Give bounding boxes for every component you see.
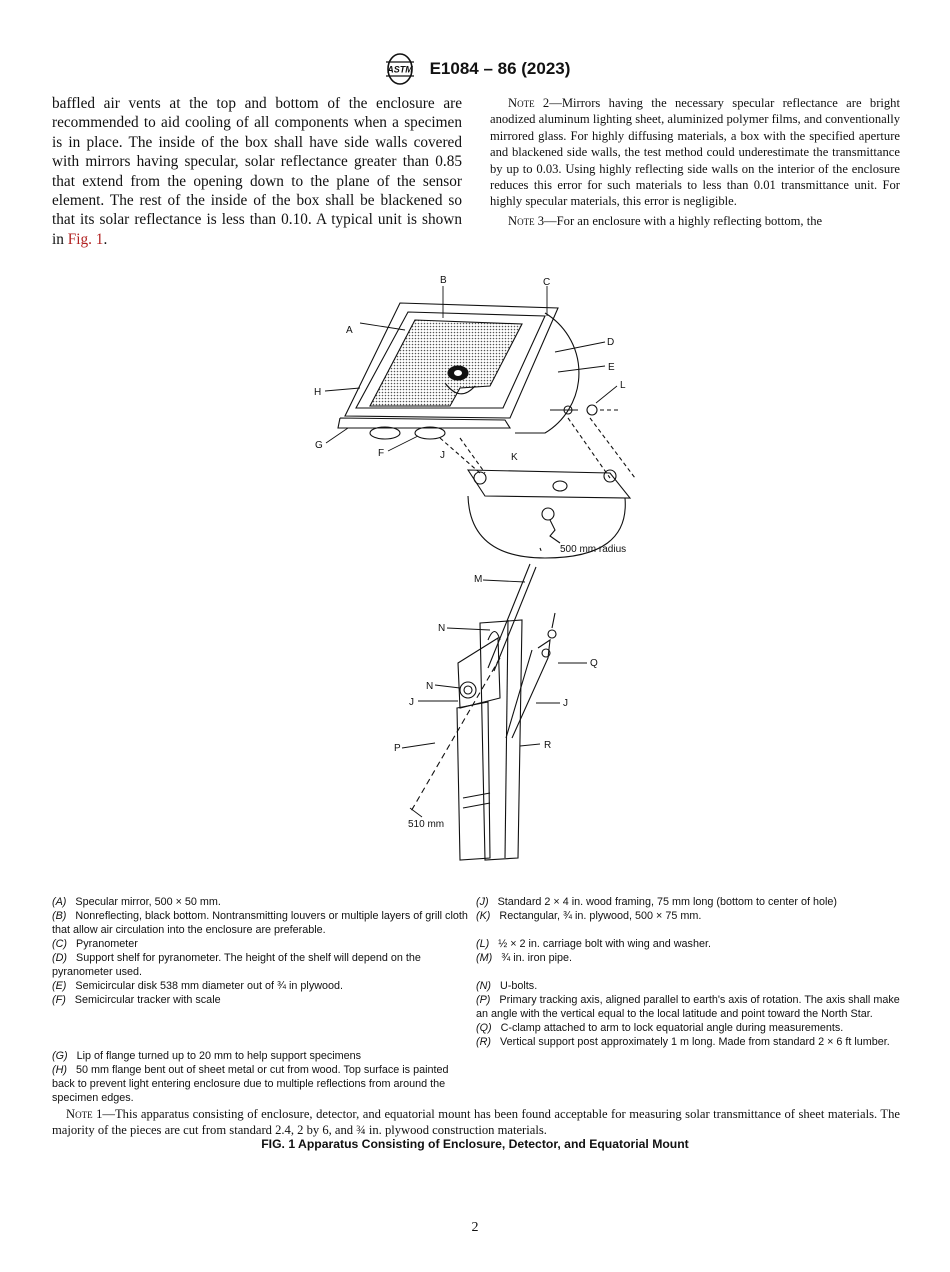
- legend-item: (G) Lip of flange turned up to 20 mm to help support specimens: [52, 1050, 362, 1062]
- legend-item: (D) Support shelf for pyranometer. The height of the shelf will depend on the pyranometer used.: [52, 952, 421, 978]
- left-body-text: baffled air vents at the top and bottom of the enclosure are recommended to aid cooling of all components when a specimen is in place. The inside of the box shall have side walls covered with mirrors having specular, solar reflectance greater than 0.85 that extend from the opening down to the plane of the sensor element. The rest of the inside of the box shall be blackened so that its solar reflectance is less than 0.10. A typical unit is shown in: [52, 95, 462, 248]
- apparatus-figure: [300, 268, 660, 868]
- note-2-text: —Mirrors having the necessary specular reflectance are bright anodized aluminum lighting sheet, aluminized polymer films, and conventionally mirrored glass. For highly diffusing materials, a box with the specified aperture and blackened side walls, the test method could underestimate the transmittance by up to 0.03. Using highly reflecting side walls on the interior of the enclosure reduces this error for such materials to less than 0.01 transmittance unit. For highly specular materials, this error is negligible.: [490, 96, 900, 209]
- label-M: M: [474, 574, 483, 585]
- label-J-right: J: [563, 698, 568, 709]
- label-N-top: N: [438, 623, 446, 634]
- legend-item: (Q) C-clamp attached to arm to lock equatorial angle during measurements.: [476, 1022, 844, 1034]
- note-3-label: Note 3: [508, 213, 545, 228]
- left-body-end: .: [103, 230, 108, 248]
- label-P: P: [394, 743, 401, 754]
- label-Q: Q: [590, 658, 598, 669]
- figure-caption: FIG. 1 Apparatus Consisting of Enclosure, Detector, and Equatorial Mount: [261, 1137, 689, 1151]
- legend-item: (H) 50 mm flange bent out of sheet metal or cut from wood. Top surface is painted back to prevent light entering enclosure due to multiple reflections from around the specimen edges.: [52, 1064, 449, 1104]
- label-H: H: [314, 387, 322, 398]
- astm-logo-icon: [380, 52, 420, 86]
- length-label: 510 mm: [408, 819, 445, 830]
- right-column-notes: [490, 95, 900, 232]
- left-column-text: [52, 94, 462, 249]
- legend-item: (F) Semicircular tracker with scale: [52, 994, 221, 1006]
- label-E: E: [608, 362, 615, 373]
- legend-item: (A) Specular mirror, 500 × 50 mm.: [52, 896, 221, 908]
- black-bottom: [370, 320, 522, 406]
- label-J-top: J: [440, 450, 445, 461]
- legend-item: (N) U-bolts.: [476, 980, 538, 992]
- page-number: 2: [471, 1220, 479, 1235]
- label-F: F: [378, 448, 385, 459]
- page-header: [0, 52, 950, 86]
- note-3: [490, 213, 900, 229]
- label-N-bottom: N: [426, 681, 434, 692]
- label-G: G: [315, 440, 323, 451]
- fig1-link[interactable]: Fig. 1: [67, 230, 104, 248]
- label-R: R: [544, 740, 552, 751]
- note-1-text: —This apparatus consisting of enclosure, detector, and equatorial mount has been found acceptable for measuring solar transmittance of sheet materials. The majority of the pieces are cut from standard 2.4, 2 by 6, and ¾ in. plywood construction materials.: [52, 1107, 900, 1137]
- legend-item: (C) Pyranometer: [52, 938, 138, 950]
- astm-logo-text: ASTM: [386, 64, 413, 75]
- legend-item: (K) Rectangular, ¾ in. plywood, 500 × 75 mm.: [476, 910, 702, 922]
- label-J-left: J: [409, 697, 414, 708]
- label-C: C: [543, 277, 551, 288]
- label-A: A: [346, 325, 353, 336]
- legend-item: (R) Vertical support post approximately 1 m long. Made from standard 2 × 6 ft lumber.: [476, 1036, 890, 1048]
- legend-item: (L) ½ × 2 in. carriage bolt with wing and washer.: [476, 938, 711, 950]
- legend-right: [476, 895, 904, 1049]
- legend-item: (P) Primary tracking axis, aligned parallel to earth's axis of rotation. The axis shall make an angle with the vertical equal to the local latitude and point toward the North Star.: [476, 994, 900, 1020]
- standard-code: E1084 – 86 (2023): [429, 59, 571, 78]
- note-1: [52, 1106, 900, 1138]
- note-2-label: Note 2: [508, 96, 550, 110]
- note-2: [490, 95, 900, 210]
- label-B: B: [440, 275, 447, 286]
- radius-label: 500 mm radius: [560, 544, 627, 555]
- label-K: K: [511, 452, 518, 463]
- label-L: L: [620, 380, 626, 391]
- label-D: D: [607, 337, 615, 348]
- mount-drawing: [410, 564, 556, 860]
- legend-item: (M) ¾ in. iron pipe.: [476, 952, 573, 964]
- legend-item: (J) Standard 2 × 4 in. wood framing, 75 mm long (bottom to center of hole): [476, 896, 837, 908]
- note-3-text: —For an enclosure with a highly reflecting bottom, the: [544, 213, 823, 228]
- legend-left: [52, 895, 470, 1105]
- note-1-label: Note 1: [66, 1107, 103, 1121]
- enclosure-drawing: [338, 303, 635, 558]
- legend-item: (E) Semicircular disk 538 mm diameter out of ¾ in plywood.: [52, 980, 344, 992]
- legend-item: (B) Nonreflecting, black bottom. Nontransmitting louvers or multiple layers of grill cloth that allow air circulation into the enclosure are preferable.: [52, 910, 468, 936]
